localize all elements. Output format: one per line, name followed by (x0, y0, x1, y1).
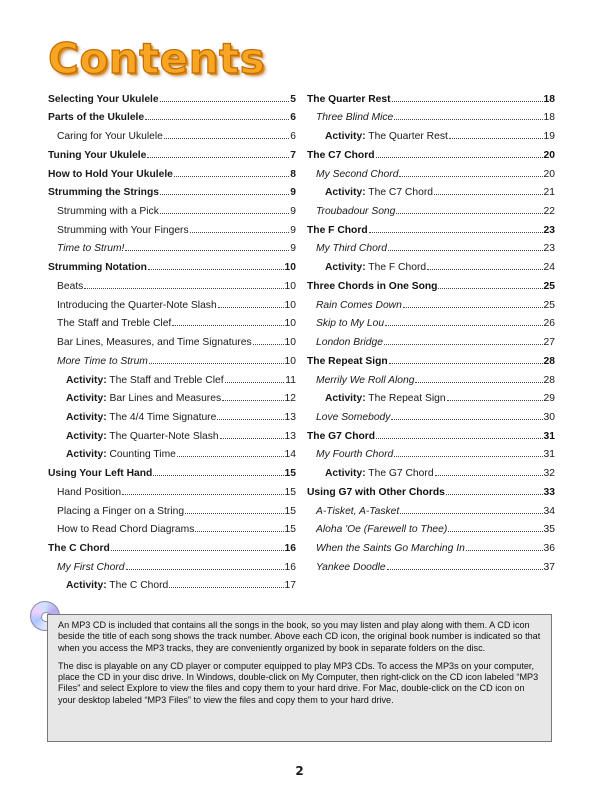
dot-leader (164, 130, 289, 139)
dot-leader (172, 318, 283, 327)
toc-page-number: 10 (284, 355, 296, 367)
toc-entry-label: Hand Position (57, 486, 122, 498)
dot-leader (427, 261, 542, 270)
toc-page-number: 10 (284, 262, 296, 274)
toc-entry-label: Introducing the Quarter-Note Slash (57, 299, 217, 311)
toc-page-number: 15 (284, 505, 296, 517)
info-paragraph-1: An MP3 CD is included that contains all the songs in the book, so you may listen and play along with them. A CD icon beside the title of each song shows the track number. Above each CD icon, the original book number is indicated so that when you access the MP3 tracks, they are conveniently organized by book in separate folders on the disc. (58, 620, 541, 653)
toc-entry[interactable] (307, 224, 555, 243)
toc-entry[interactable] (48, 130, 296, 149)
toc-entry-label: Skip to My Lou (316, 318, 385, 330)
toc-entry-label (325, 187, 433, 198)
dot-leader (185, 505, 283, 514)
toc-entry-label: My First Chord (57, 561, 125, 573)
toc-entry[interactable] (307, 430, 555, 449)
toc-entry-label: My Second Chord (316, 168, 399, 180)
toc-entry[interactable] (48, 187, 296, 206)
toc-page-number: 10 (284, 280, 296, 292)
toc-entry-label: Tuning Your Ukulele (48, 149, 147, 161)
activity-title: Counting Time (106, 449, 176, 461)
toc-page-number: 9 (290, 206, 296, 218)
toc-entry[interactable] (48, 318, 296, 337)
toc-page-number: 8 (290, 168, 296, 180)
toc-page-number: 5 (290, 93, 296, 105)
toc-song-entry[interactable] (307, 374, 555, 393)
toc-entry-label: My Third Chord (316, 243, 387, 255)
toc-page-number: 10 (284, 299, 296, 311)
activity-prefix: Activity: (325, 131, 366, 143)
activity-prefix: Activity: (325, 262, 366, 274)
dot-leader (153, 467, 283, 476)
dot-leader (190, 224, 290, 233)
toc-entry-label: Rain Comes Down (316, 299, 402, 311)
toc-activity-entry[interactable] (48, 374, 296, 393)
toc-entry[interactable] (48, 467, 296, 486)
toc-page-number: 29 (543, 393, 555, 405)
toc-activity-entry[interactable] (48, 430, 296, 449)
dot-leader (220, 430, 284, 439)
toc-entry-label: Using Your Left Hand (48, 468, 153, 480)
toc-page-number: 25 (543, 280, 555, 292)
toc-page-number: 36 (543, 542, 555, 554)
toc-song-entry[interactable] (307, 561, 555, 580)
activity-title: The Quarter Rest (365, 131, 448, 143)
toc-activity-entry[interactable] (307, 130, 555, 149)
toc-entry[interactable] (48, 224, 296, 243)
dot-leader (160, 205, 289, 214)
toc-page-number: 9 (290, 187, 296, 199)
toc-entry-label: Love Somebody (316, 411, 391, 423)
toc-entry-label: Time to Strum! (57, 243, 125, 255)
info-paragraph-2: The disc is playable on any CD player or computer equipped to play MP3 CDs. To access the MP3s on your computer, place the CD in your disc drive. In Windows, double-click on My Computer, then right-click on the CD icon labeled “MP3 Files” and select Explore to view the files and copy them to your hard drive. For Mac, double-click on the CD icon on your desktop labeled “MP3 Files” to view the files and copy them to your hard drive. (58, 660, 539, 705)
toc-entry-label: Yankee Doodle (316, 561, 386, 573)
toc-page-number: 32 (543, 468, 555, 480)
dot-leader (122, 486, 283, 495)
activity-prefix: Activity: (66, 411, 107, 423)
toc-page-number: 15 (284, 468, 296, 480)
toc-page-number: 10 (284, 337, 296, 349)
toc-page-number: 26 (543, 318, 555, 330)
toc-entry-label: My Fourth Chord (316, 449, 394, 461)
toc-entry-label (66, 412, 216, 423)
toc-entry-label (66, 431, 219, 442)
toc-entry[interactable] (48, 205, 296, 224)
toc-entry-label: How to Read Chord Diagrams (57, 524, 195, 536)
activity-title: The G7 Chord (365, 468, 434, 480)
toc-page-number: 15 (284, 524, 296, 536)
toc-entry-label: How to Hold Your Ukulele (48, 168, 173, 180)
toc-entry-label (325, 393, 446, 404)
toc-page-number: 31 (543, 430, 555, 442)
dot-leader (222, 393, 283, 402)
toc-entry-label (66, 449, 176, 460)
activity-prefix: Activity: (66, 393, 107, 405)
toc-page-number: 14 (284, 449, 296, 461)
toc-page-number: 21 (543, 187, 555, 199)
toc-song-entry[interactable] (48, 561, 296, 580)
toc-page-number: 31 (543, 449, 555, 461)
dot-leader (148, 261, 284, 270)
dot-leader (369, 224, 543, 233)
toc-entry-label: Strumming with a Pick (57, 206, 159, 218)
dot-leader (391, 411, 542, 420)
toc-page-number: 20 (543, 168, 555, 180)
dot-leader (126, 561, 284, 570)
toc-song-entry[interactable] (307, 449, 555, 468)
toc-entry-label: Strumming Notation (48, 262, 147, 274)
activity-title: Bar Lines and Measures (106, 393, 222, 405)
toc-page-number: 24 (543, 262, 555, 274)
dot-leader (403, 299, 543, 308)
toc-page-number: 10 (284, 318, 296, 330)
activity-prefix: Activity: (66, 430, 107, 442)
toc-entry-label (325, 468, 434, 479)
toc-entry-label: A-Tisket, A-Tasket (316, 505, 400, 517)
dot-leader (376, 430, 542, 439)
dot-leader (147, 149, 289, 158)
dot-leader (434, 187, 543, 196)
toc-entry[interactable] (48, 336, 296, 355)
toc-page-number: 11 (285, 374, 296, 386)
toc-song-entry[interactable] (307, 112, 555, 131)
toc-page-number: 9 (290, 224, 296, 236)
toc-entry-label: Bar Lines, Measures, and Time Signatures (57, 337, 252, 349)
toc-entry-label: Using G7 with Other Chords (307, 486, 445, 498)
toc-entry-label: Strumming the Strings (48, 187, 159, 199)
toc-page-number: 27 (543, 337, 555, 349)
toc-page-number: 15 (284, 486, 296, 498)
toc-entry-label: Merrily We Roll Along (316, 374, 415, 386)
toc-song-entry[interactable] (307, 318, 555, 337)
dot-leader (160, 187, 289, 196)
toc-activity-entry[interactable] (48, 580, 296, 599)
toc-page-number: 6 (290, 112, 296, 124)
dot-leader (376, 149, 543, 158)
toc-song-entry[interactable] (307, 168, 555, 187)
toc-page-number: 13 (284, 430, 296, 442)
mp3-cd-info-box (47, 614, 552, 742)
page-title: Contents (48, 34, 266, 83)
activity-title: The C Chord (106, 580, 169, 592)
toc-song-entry[interactable] (307, 524, 555, 543)
toc-activity-entry[interactable] (307, 187, 555, 206)
toc-entry[interactable] (48, 149, 296, 168)
toc-entry-label: The F Chord (307, 224, 368, 236)
dot-leader (396, 205, 542, 214)
toc-song-entry[interactable] (307, 542, 555, 561)
toc-page-number: 19 (543, 131, 555, 143)
toc-page-number: 20 (543, 149, 555, 161)
toc-page-number: 9 (290, 243, 296, 255)
toc-song-entry[interactable] (307, 243, 555, 262)
toc-entry[interactable] (48, 299, 296, 318)
activity-title: The 4/4 Time Signature (106, 411, 217, 423)
dot-leader (446, 486, 543, 495)
toc-entry-label: The G7 Chord (307, 430, 376, 442)
toc-song-entry[interactable] (48, 243, 296, 262)
dot-leader (394, 449, 542, 458)
activity-title: The Staff and Treble Clef (106, 374, 224, 386)
toc-entry[interactable] (307, 280, 555, 299)
dot-leader (384, 336, 543, 345)
activity-title: The F Chord (365, 262, 427, 274)
toc-entry[interactable] (48, 280, 296, 299)
toc-entry-label: Beats (57, 280, 84, 292)
toc-entry-label: More Time to Strum (57, 355, 148, 367)
dot-leader (400, 505, 542, 514)
toc-entry[interactable] (307, 486, 555, 505)
toc-page-number: 23 (543, 243, 555, 255)
toc-page-number: 28 (543, 355, 555, 367)
toc-page-number: 25 (543, 299, 555, 311)
dot-leader (388, 243, 543, 252)
toc-page-number: 6 (290, 131, 296, 143)
toc-page-number: 28 (543, 374, 555, 386)
dot-leader (385, 318, 542, 327)
page-number: 2 (295, 764, 304, 778)
activity-prefix: Activity: (66, 580, 107, 592)
activity-prefix: Activity: (66, 374, 107, 386)
toc-page-number: 37 (543, 561, 555, 573)
activity-prefix: Activity: (325, 468, 366, 480)
toc-entry-label: Caring for Your Ukulele (57, 131, 163, 143)
toc-entry-label: Selecting Your Ukulele (48, 93, 159, 105)
toc-entry[interactable] (48, 112, 296, 131)
dot-leader (387, 561, 543, 570)
dot-leader (84, 280, 283, 289)
dot-leader (145, 112, 289, 121)
dot-leader (435, 467, 543, 476)
dot-leader (394, 112, 542, 121)
dot-leader (111, 542, 284, 551)
toc-entry-label: Three Chords in One Song (307, 280, 438, 292)
toc-column-right (307, 93, 555, 580)
dot-leader (195, 524, 283, 533)
dot-leader (125, 243, 289, 252)
toc-page-number: 22 (543, 206, 555, 218)
toc-entry[interactable] (307, 93, 555, 112)
toc-page-number: 16 (284, 561, 296, 573)
toc-page-number: 30 (543, 411, 555, 423)
toc-entry-label: The C Chord (48, 542, 110, 554)
toc-entry-label: Parts of the Ukulele (48, 112, 145, 124)
dot-leader (448, 524, 542, 533)
toc-page-number: 18 (543, 93, 555, 105)
toc-entry-label: London Bridge (316, 337, 383, 349)
dot-leader (447, 393, 543, 402)
dot-leader (217, 411, 283, 420)
activity-title: The Quarter-Note Slash (106, 430, 219, 442)
toc-entry[interactable] (48, 505, 296, 524)
toc-activity-entry[interactable] (48, 411, 296, 430)
toc-entry[interactable] (48, 168, 296, 187)
dot-leader (169, 580, 283, 589)
dot-leader (449, 130, 543, 139)
toc-activity-entry[interactable] (307, 261, 555, 280)
toc-entry-label: The Staff and Treble Clef (57, 318, 172, 330)
dot-leader (177, 449, 284, 458)
toc-entry-label (325, 262, 426, 273)
activity-title: The C7 Chord (365, 187, 433, 199)
toc-song-entry[interactable] (307, 299, 555, 318)
toc-activity-entry[interactable] (48, 449, 296, 468)
toc-song-entry[interactable] (307, 411, 555, 430)
toc-entry-label: Troubadour Song (316, 206, 396, 218)
toc-page-number: 35 (543, 524, 555, 536)
dot-leader (399, 168, 542, 177)
toc-entry-label (66, 375, 224, 386)
dot-leader (218, 299, 284, 308)
toc-entry-label: The Repeat Sign (307, 355, 388, 367)
dot-leader (466, 542, 543, 551)
toc-entry-label: When the Saints Go Marching In (316, 542, 465, 554)
dot-leader (225, 374, 285, 383)
toc-entry[interactable] (48, 542, 296, 561)
toc-activity-entry[interactable] (48, 393, 296, 412)
toc-page-number: 18 (543, 112, 555, 124)
toc-entry[interactable] (48, 486, 296, 505)
toc-entry[interactable] (307, 355, 555, 374)
toc-entry-label: Placing a Finger on a String (57, 505, 185, 517)
toc-page-number: 33 (543, 486, 555, 498)
toc-entry-label: Three Blind Mice (316, 112, 394, 124)
dot-leader (389, 355, 543, 364)
activity-prefix: Activity: (325, 393, 366, 405)
toc-page-number: 17 (284, 580, 296, 592)
toc-entry-label: The Quarter Rest (307, 93, 391, 105)
toc-column-left (48, 93, 296, 598)
dot-leader (149, 355, 284, 364)
toc-song-entry[interactable] (307, 336, 555, 355)
dot-leader (174, 168, 289, 177)
toc-entry[interactable] (307, 149, 555, 168)
toc-entry-label (66, 393, 221, 404)
toc-page-number: 7 (290, 149, 296, 161)
toc-entry[interactable] (48, 524, 296, 543)
toc-page-number: 13 (284, 411, 296, 423)
toc-entry[interactable] (48, 93, 296, 112)
toc-page-number: 16 (284, 542, 296, 554)
toc-entry-label: Strumming with Your Fingers (57, 224, 189, 236)
toc-entry[interactable] (48, 261, 296, 280)
toc-page-number: 23 (543, 224, 555, 236)
toc-song-entry[interactable] (48, 355, 296, 374)
toc-song-entry[interactable] (307, 205, 555, 224)
toc-entry-label (325, 131, 448, 142)
toc-activity-entry[interactable] (307, 393, 555, 412)
dot-leader (438, 280, 542, 289)
activity-prefix: Activity: (66, 449, 107, 461)
toc-song-entry[interactable] (307, 505, 555, 524)
activity-title: The Repeat Sign (365, 393, 446, 405)
activity-prefix: Activity: (325, 187, 366, 199)
dot-leader (392, 93, 543, 102)
toc-page-number: 34 (543, 505, 555, 517)
toc-page-number: 12 (284, 393, 296, 405)
toc-entry-label: Aloha 'Oe (Farewell to Thee) (316, 524, 448, 536)
toc-entry-label: The C7 Chord (307, 149, 375, 161)
toc-entry-label (66, 580, 168, 591)
dot-leader (160, 93, 290, 102)
dot-leader (415, 374, 542, 383)
dot-leader (253, 336, 284, 345)
toc-activity-entry[interactable] (307, 467, 555, 486)
